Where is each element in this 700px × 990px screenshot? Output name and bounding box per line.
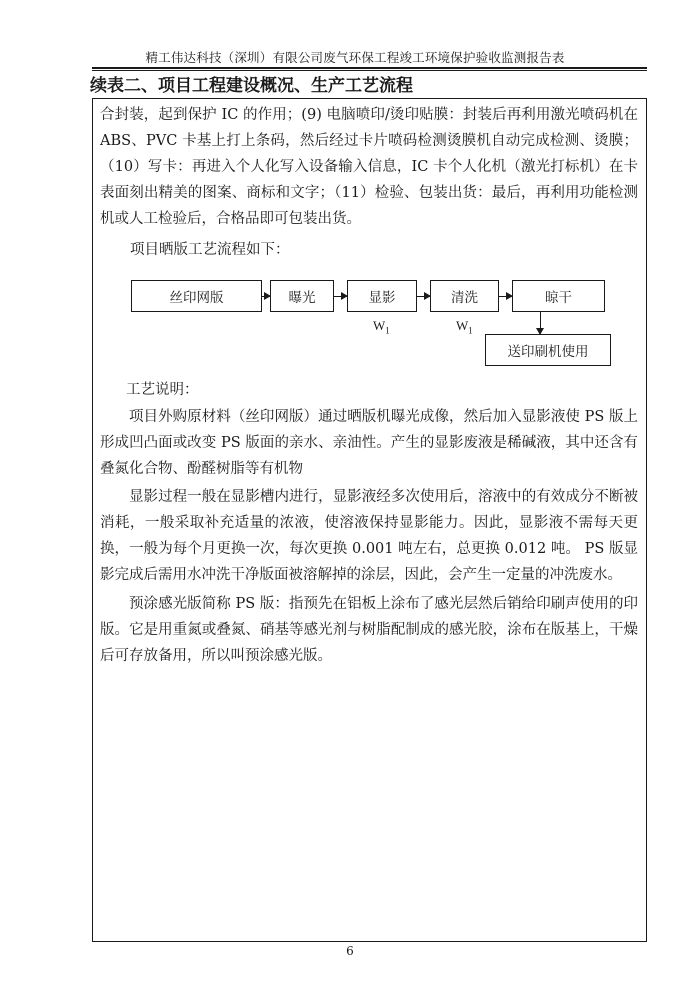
flow-step-exposure: 曝光 [270, 280, 334, 312]
waste-label-developing: $W_1$ [373, 318, 390, 336]
flow-arrow-down [540, 312, 541, 334]
flow-arrow [417, 296, 430, 297]
craft-heading: 工艺说明： [126, 382, 199, 398]
flow-heading: 项目晒版工艺流程如下： [130, 242, 290, 258]
flow-step-developing: 显影 [347, 280, 417, 312]
flow-step-cleaning: 清洗 [430, 280, 499, 312]
flow-arrow [499, 296, 512, 297]
flow-step-to-printer: 送印刷机使用 [485, 334, 611, 366]
continued-paragraph: 合封装，起到保护 IC 的作用；(9) 电脑喷印/烫印贴膜：封装后再利用激光喷码机在 ABS、PVC 卡基上打上条码，然后经过卡片喷码检测烫膜机自动完成检测、烫膜；（10）写卡：再进入个人化写入设备输入信息，IC 卡个人化机（激光打标机）在卡表面刻出精美的图案、商标和文字；（11）检验、包装出货：最后，再利用功能检测机或人工检验后，合格品即可包装出货。 [100, 107, 638, 227]
flow-step-drying: 晾干 [512, 280, 605, 312]
craft-paragraph: 项目外购原材料（丝印网版）通过晒版机曝光成像，然后加入显影液使 PS 版上形成凹凸面或改变 PS 版面的亲水、亲油性。产生的显影废液是稀碱液，其中还含有叠氮化合物、酚醛树脂等有机物 [100, 409, 638, 477]
header-rule [92, 67, 647, 69]
flow-step-screen-plate: 丝印网版 [131, 280, 262, 312]
craft-paragraph: 显影过程一般在显影槽内进行，显影液经多次使用后，溶液中的有效成分不断被消耗，一般采取补充适量的浓液，使溶液保持显影能力。因此，显影液不需每天更换，一般为每个月更换一次，每次更换 0.001 吨左右，总更换 0.012 吨。 PS 版显影完成后需用水冲洗干净版面被溶解掉的涂层，因此，会产生一定量的冲洗废水。 [100, 489, 638, 583]
flow-arrow [334, 296, 347, 297]
section-title: 续表二、项目工程建设概况、生产工艺流程 [90, 76, 413, 96]
waste-label-cleaning: $W_1$ [456, 318, 473, 336]
craft-paragraph: 预涂感光版简称 PS 版：指预先在铝板上涂布了感光层然后销给印刷声使用的印版。它是用重氮或叠氮、硝基等感光剂与树脂配制成的感光胶，涂布在版基上，干燥后可存放备用，所以叫预涂感光版。 [100, 596, 638, 664]
report-header-title: 精工伟达科技（深圳）有限公司废气环保工程竣工环境保护验收监测报告表 [145, 50, 565, 65]
page-number: 6 [346, 944, 354, 958]
flow-arrow [262, 296, 270, 297]
